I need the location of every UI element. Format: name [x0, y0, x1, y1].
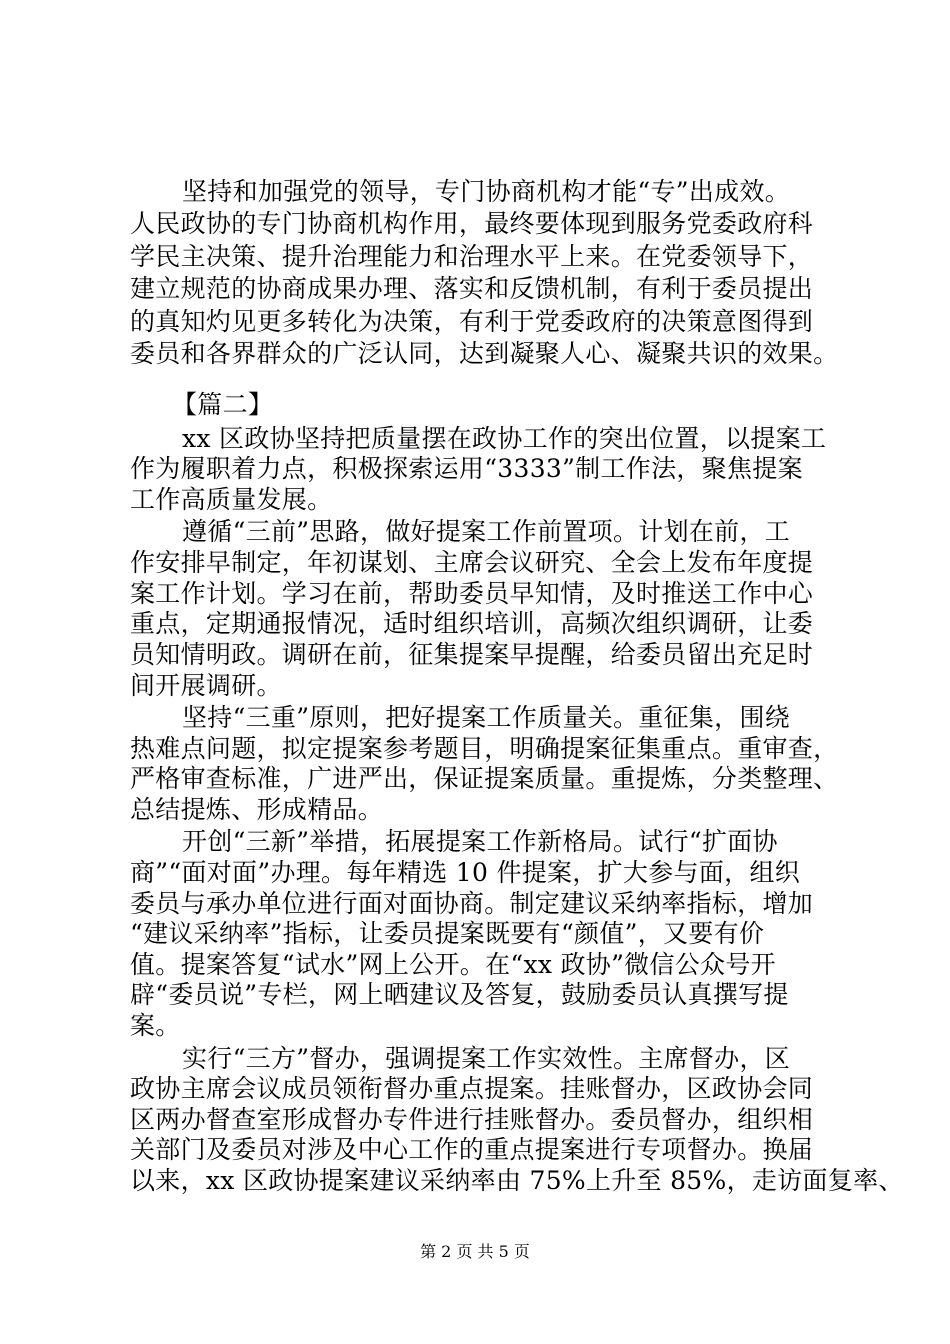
text-line-31: 关部门及委员对涉及中心工作的重点提案进行专项督办。换届	[130, 1135, 814, 1164]
text-line-1: 坚持和加强党的领导，专门协商机构才能“专”出成效。	[182, 177, 791, 206]
text-line-6: 委员和各界群众的广泛认同，达到凝聚人心、凝聚共识的效果。	[130, 339, 839, 368]
text-line-27: 案。	[130, 1011, 181, 1040]
text-line-20: 总结提炼、形成精品。	[130, 795, 384, 824]
text-line-29: 政协主席会议成员领衔督办重点提案。挂账督办，区政协会同	[130, 1074, 814, 1103]
text-line-8: xx 区政协坚持把质量摆在政协工作的突出位置，以提案工	[182, 424, 827, 453]
text-line-3: 学民主决策、提升治理能力和治理水平上来。在党委领导下，	[130, 242, 814, 271]
text-line-24: “建议采纳率”指标，让委员提案既要有“颜值”，又要有价	[130, 919, 765, 948]
text-line-23: 委员与承办单位进行面对面协商。制定建议采纳率指标，增加	[130, 889, 814, 918]
text-line-15: 员知情明政。调研在前，征集提案早提醒，给委员留出充足时	[130, 640, 814, 669]
text-line-22: 商”“面对面”办理。每年精选 10 件提案，扩大参与面，组织	[130, 858, 801, 887]
text-line-10: 工作高质量发展。	[130, 485, 333, 514]
text-line-25: 值。提案答复“试水”网上公开。在“xx 政协”微信公众号开	[130, 950, 776, 979]
text-line-30: 区两办督查室形成督办专件进行挂账督办。委员督办，组织相	[130, 1105, 814, 1134]
text-line-19: 严格审查标准，广进严出，保证提案质量。重提炼，分类整理、	[130, 764, 839, 793]
text-line-18: 热难点问题，拟定提案参考题目，明确提案征集重点。重审查，	[130, 734, 839, 763]
text-line-13: 案工作计划。学习在前，帮助委员早知情，及时推送工作中心	[130, 579, 814, 608]
text-line-2: 人民政协的专门协商机构作用，最终要体现到服务党委政府科	[130, 209, 814, 238]
text-line-32: 以来，xx 区政协提案建议采纳率由 75%上升至 85%，走访面复率、	[130, 1166, 904, 1195]
text-line-11: 遵循“三前”思路，做好提案工作前置项。计划在前，工	[182, 517, 791, 546]
text-line-14: 重点，定期通报情况，适时组织培训，高频次组织调研，让委	[130, 609, 814, 638]
text-line-4: 建立规范的协商成果办理、落实和反馈机制，有利于委员提出	[130, 274, 814, 303]
page-number-footer: 第 2 页 共 5 页	[420, 1242, 530, 1261]
text-line-5: 的真知灼见更多转化为决策，有利于党委政府的决策意图得到	[130, 307, 814, 336]
section-heading: 【篇二】	[172, 390, 274, 419]
text-line-26: 辟“委员说”专栏，网上晒建议及答复，鼓励委员认真撰写提	[130, 980, 789, 1009]
text-line-16: 间开展调研。	[130, 671, 282, 700]
text-line-17: 坚持“三重”原则，把好提案工作质量关。重征集，围绕	[182, 703, 791, 732]
text-line-12: 作安排早制定，年初谋划、主席会议研究、全会上发布年度提	[130, 548, 814, 577]
text-line-28: 实行“三方”督办，强调提案工作实效性。主席督办，区	[182, 1044, 791, 1073]
text-line-21: 开创“三新”举措，拓展提案工作新格局。试行“扩面协	[182, 827, 778, 856]
text-line-9: 作为履职着力点，积极探索运用“3333”制工作法，聚焦提案	[130, 454, 803, 483]
